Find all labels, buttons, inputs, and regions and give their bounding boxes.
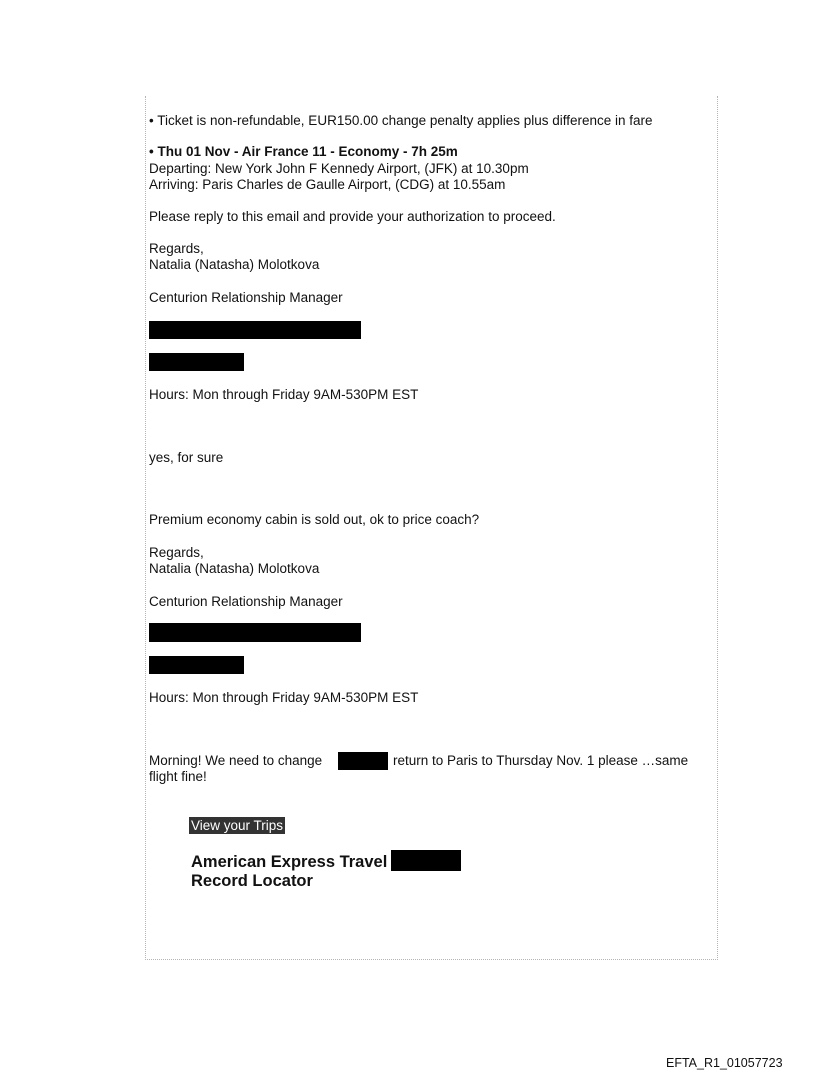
signature-regards: Regards, <box>149 241 204 256</box>
morning-request-line2: flight fine! <box>149 769 207 784</box>
signature-name: Natalia (Natasha) Molotkova <box>149 561 320 576</box>
premium-note: Premium economy cabin is sold out, ok to price coach? <box>149 512 480 527</box>
redaction-box <box>149 623 361 642</box>
document-id: EFTA_R1_01057723 <box>666 1056 783 1070</box>
reply-request: Please reply to this email and provide your authorization to proceed. <box>149 209 556 224</box>
reply-yes: yes, for sure <box>149 450 224 465</box>
signature-title: Centurion Relationship Manager <box>149 290 343 305</box>
morning-request-part1: Morning! We need to change <box>149 753 323 768</box>
redaction-box <box>149 353 244 371</box>
signature-regards: Regards, <box>149 545 204 560</box>
signature-hours: Hours: Mon through Friday 9AM-530PM EST <box>149 690 419 705</box>
redaction-box <box>391 850 461 871</box>
ticket-note: • Ticket is non-refundable, EUR150.00 change penalty applies plus difference in fare <box>149 113 653 128</box>
flight-arriving: Arriving: Paris Charles de Gaulle Airport, (CDG) at 10.55am <box>149 177 506 192</box>
view-trips-link[interactable]: View your Trips <box>191 818 284 833</box>
redaction-box <box>149 321 361 339</box>
record-locator-label: Record Locator <box>191 872 313 890</box>
amex-travel-label: American Express Travel <box>191 853 388 871</box>
signature-hours: Hours: Mon through Friday 9AM-530PM EST <box>149 387 419 402</box>
flight-heading: • Thu 01 Nov - Air France 11 - Economy - 7h 25m <box>149 144 458 159</box>
flight-departing: Departing: New York John F Kennedy Airport, (JFK) at 10.30pm <box>149 161 529 176</box>
signature-name: Natalia (Natasha) Molotkova <box>149 257 320 272</box>
redaction-box <box>149 656 244 674</box>
signature-title: Centurion Relationship Manager <box>149 594 343 609</box>
morning-request-part2: return to Paris to Thursday Nov. 1 please …same <box>393 753 689 768</box>
redaction-box <box>338 752 388 770</box>
